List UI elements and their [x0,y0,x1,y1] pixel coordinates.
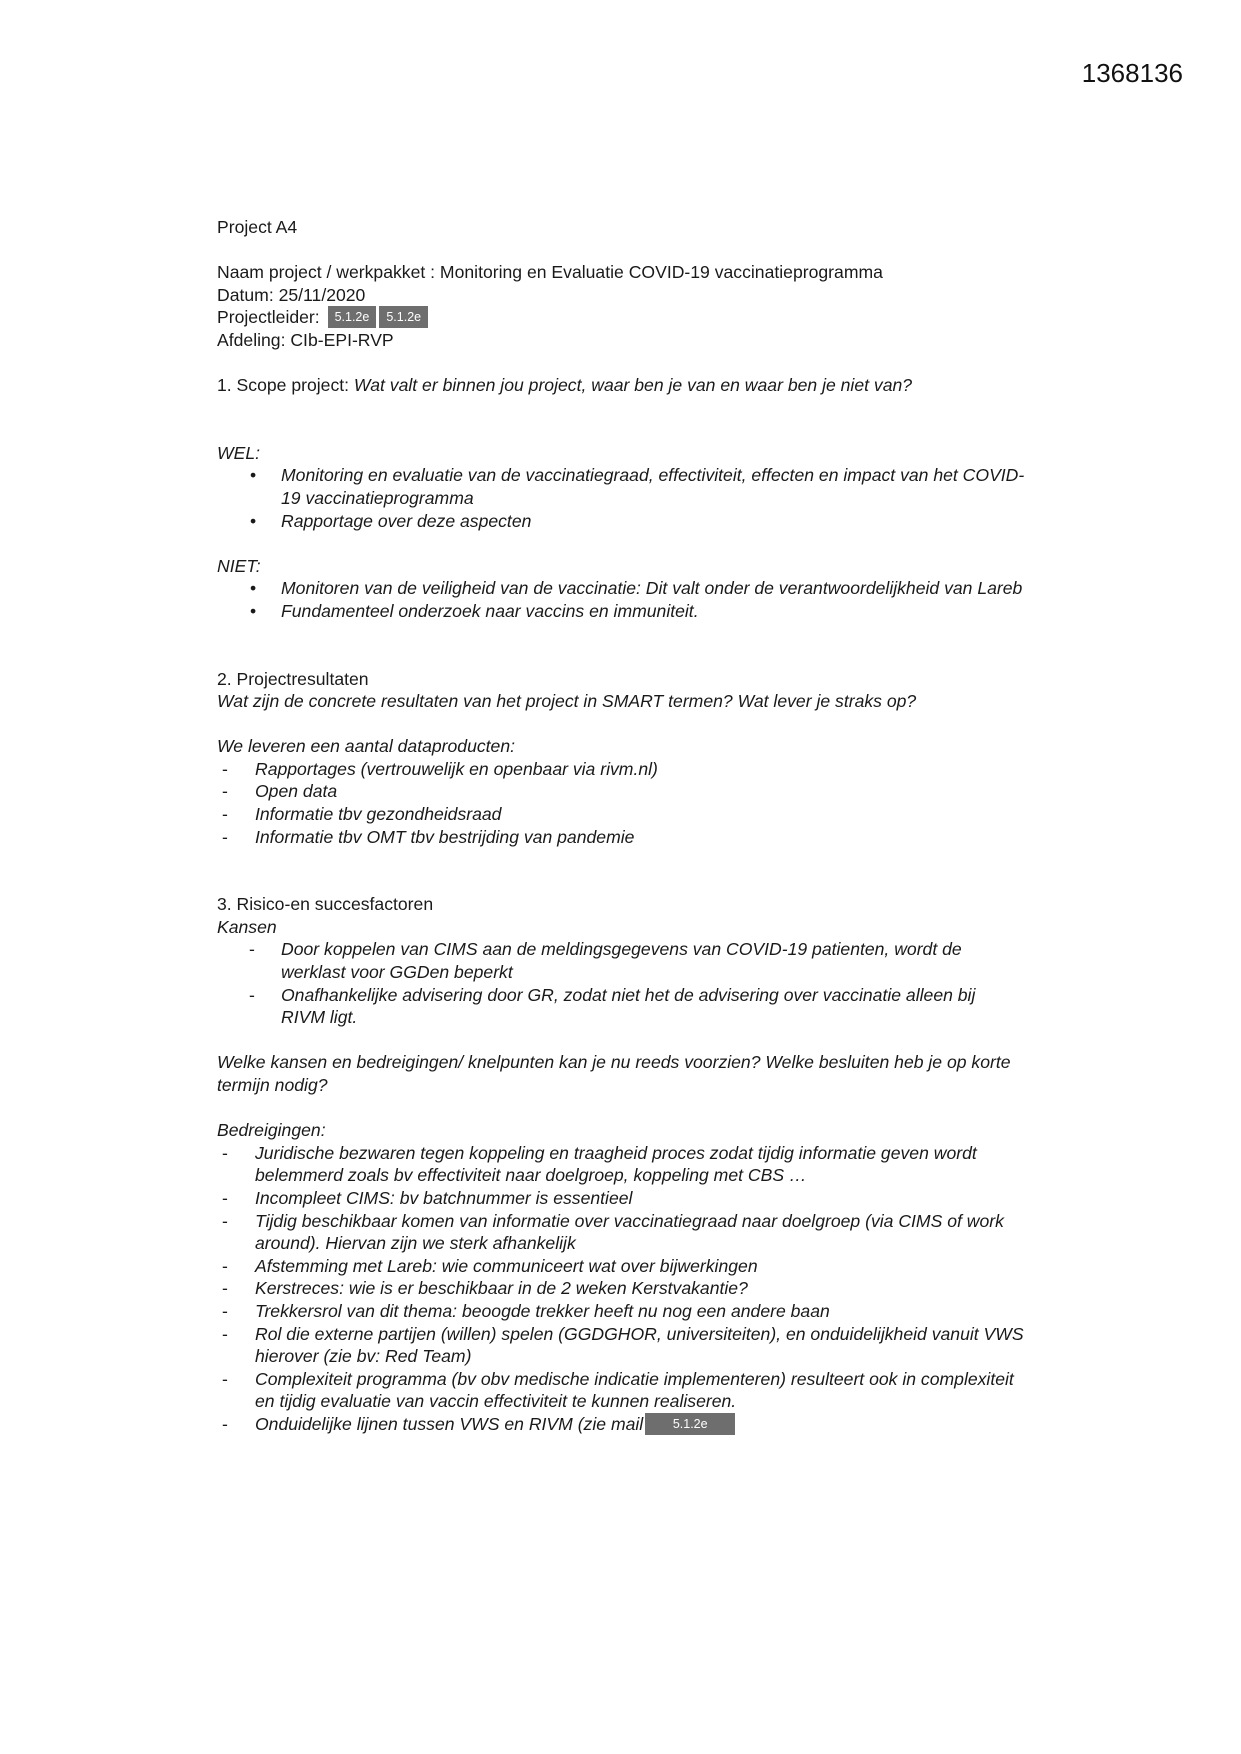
niet-list [217,577,1037,622]
project-date: Datum: 25/11/2020 [217,284,366,305]
bedreigingen-list [217,1142,1037,1436]
risks-question: Welke kansen en bedreigingen/ knelpunten kan je nu reeds voorzien? Welke besluiten heb je op korte termijn nodig? [217,1052,1011,1095]
project-leader [217,306,1037,329]
list-item: - Trekkersrol van dit thema: beoogde trekker heeft nu nog een andere baan [217,1300,1037,1323]
redaction-box: 5.1.2e [379,306,428,328]
list-item: - Open data [217,780,1037,803]
document-number: 1368136 [1081,58,1183,88]
list-item: - Rol die externe partijen (willen) spelen (GGDGHOR, universiteiten), en onduidelijkheid vanuit VWS hierover (zie bv: Red Team) [217,1323,1025,1368]
project-title: Project A4 [217,217,298,237]
list-item: - Kerstreces: wie is er beschikbaar in de 2 weken Kerstvakantie? [217,1277,1037,1300]
list-item: - Afstemming met Lareb: wie communiceert wat over bijwerkingen [217,1255,1037,1278]
list-item: - Informatie tbv OMT tbv bestrijding van pandemie [217,826,1037,849]
list-item: • Fundamenteel onderzoek naar vaccins en immuniteit. [217,600,1037,623]
list-item: - Door koppelen van CIMS aan de meldingsgegevens van COVID-19 patienten, wordt de werklast voor GGDen beperkt [217,938,1021,983]
results-heading: 2. Projectresultaten [217,668,369,689]
wel-label: WEL: [217,442,261,463]
list-item: - Informatie tbv gezondheidsraad [217,803,1037,826]
scope-heading [217,374,1037,397]
document-page [217,216,1037,1436]
niet-label: NIET: [217,555,261,576]
kansen-list [217,938,1037,1028]
results-list [217,758,1037,848]
list-item: - Incompleet CIMS: bv batchnummer is essentieel [217,1187,1037,1210]
results-question: Wat zijn de concrete resultaten van het project in SMART termen? Wat lever je straks op? [217,691,917,712]
kansen-label: Kansen [217,916,277,937]
scope-number: 1. Scope project: [217,375,350,396]
project-name: Naam project / werkpakket : Monitoring en Evaluatie COVID-19 vaccinatieprogramma [217,262,883,283]
list-item: - Complexiteit programma (bv obv medische indicatie implementeren) resulteert ook in complexiteit en tijdig evaluatie van vaccin effectiviteit te kunnen realiseren. [217,1368,1015,1413]
list-item: • Monitoren van de veiligheid van de vaccinatie: Dit valt onder de verantwoordelijkheid van Lareb [217,577,1031,600]
list-item: - Rapportages (vertrouwelijk en openbaar via rivm.nl) [217,758,1037,781]
list-item: - Onafhankelijke advisering door GR, zodat niet het de advisering over vaccinatie alleen bij RIVM ligt. [217,984,981,1029]
risks-heading: 3. Risico-en succesfactoren [217,894,434,915]
department: Afdeling: CIb-EPI-RVP [217,329,394,350]
list-item: - Juridische bezwaren tegen koppeling en traagheid proces zodat tijdig informatie geven wordt belemmerd zoals bv effectiviteit naar doelgroep, koppeling met CBS … [217,1142,1025,1187]
list-item: • Rapportage over deze aspecten [217,510,1037,533]
list-item: - Tijdig beschikbaar komen van informatie over vaccinatiegraad naar doelgroep (via CIMS of work around). Hiervan zijn we sterk afhankelijk [217,1210,1045,1255]
redaction-box: 5.1.2e [328,306,377,328]
list-item: • Monitoring en evaluatie van de vaccinatiegraad, effectiviteit, effecten en impact van het COVID-19 vaccinatieprogramma [217,464,1031,509]
results-intro: We leveren een aantal dataproducten: [217,736,516,757]
redaction-box: 5.1.2e [645,1413,735,1435]
project-leader-label: Projectleider: [217,307,320,328]
last-item-text: Onduidelijke lijnen tussen VWS en RIVM (zie mail [255,1413,644,1434]
bedreigingen-label: Bedreigingen: [217,1120,326,1141]
list-item [217,1413,1037,1436]
scope-question: Wat valt er binnen jou project, waar ben je van en waar ben je niet van? [353,375,913,396]
wel-list [217,464,1037,532]
